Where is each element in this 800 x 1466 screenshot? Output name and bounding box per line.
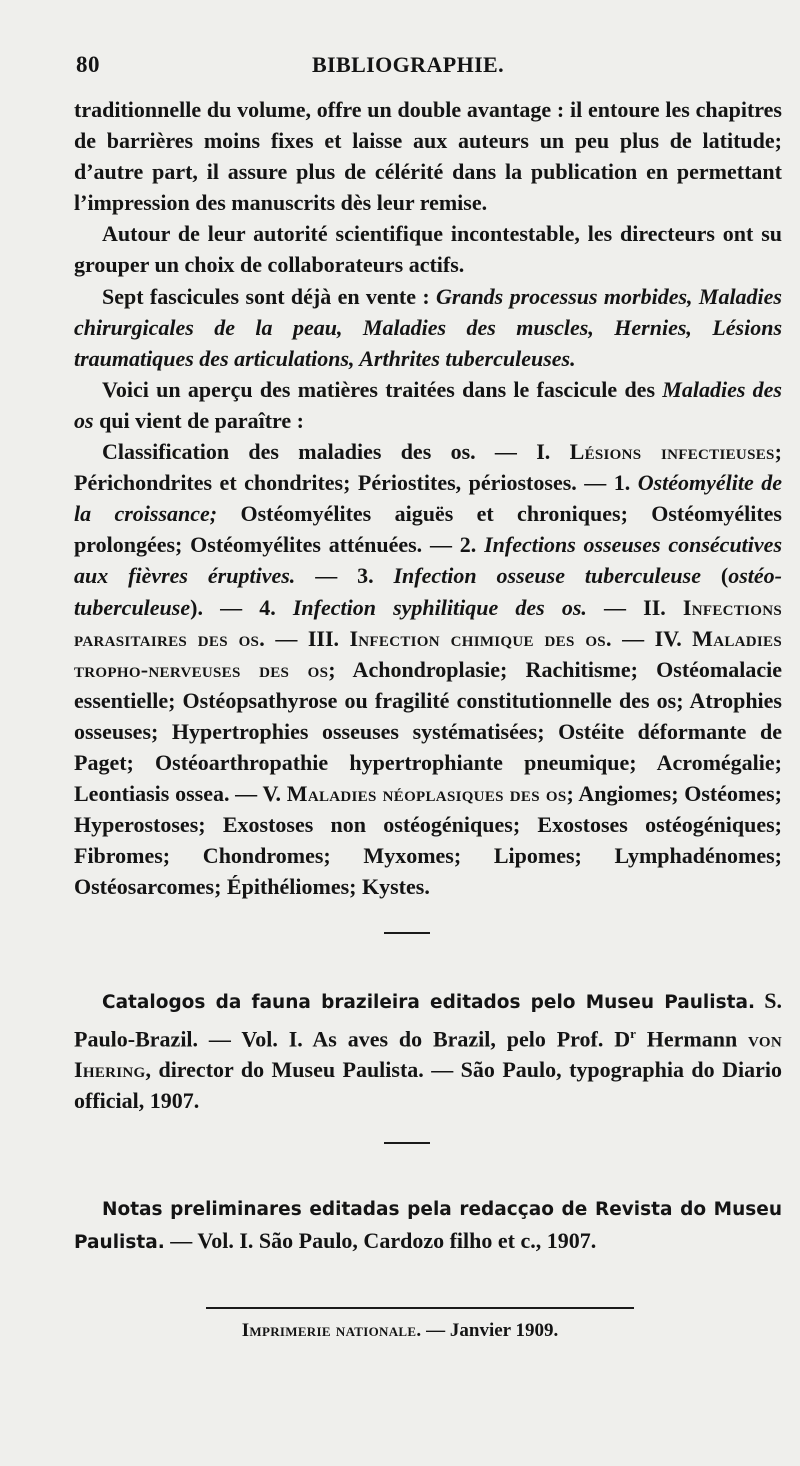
page-header — [76, 52, 770, 86]
entry-2-details: — Vol. I. São Paulo, Cardozo filho et c., 1907. — [164, 1228, 597, 1253]
bibliography-entry-1 — [74, 985, 782, 1116]
subsection-title: Ostéomyélite de la croissance; — [74, 470, 782, 527]
section-heading: Lésions infectieuses — [569, 439, 775, 465]
entry-1-author: von Ihering — [74, 1026, 782, 1083]
contents-part: ). — 4. — [190, 594, 293, 620]
section-divider — [384, 1142, 430, 1144]
paragraph-contents — [74, 436, 782, 902]
paragraph-4-tail: qui vient de paraître : — [93, 407, 304, 433]
paragraph-3 — [74, 281, 782, 374]
contents-part: — IV. — [611, 625, 693, 651]
subsection-title: Infection osseuse tuberculeuse — [393, 563, 701, 589]
contents-part: — III. — [265, 625, 350, 651]
bibliography-entry-2 — [74, 1192, 782, 1258]
paragraph-4-lead: Voici un aperçu des matières traitées dans le fascicule des — [102, 376, 663, 402]
entry-1-sup: r — [630, 1026, 636, 1041]
paragraph-1: traditionnelle du volume, offre un double avantage : il entoure les chapitres de barrières moins fixes et laisse aux auteurs un peu plus de latitude; d’autre part, il assure plus de célérité dans la publication en permettant l’impression des manuscrits dès leur remise. — [74, 97, 782, 216]
entry-2-title: Notas preliminares editadas pela redacçao de Revista do Museu Paulista. — [74, 1199, 782, 1253]
body-text — [74, 94, 782, 902]
page-number: 80 — [76, 52, 100, 77]
entry-2-text — [74, 1192, 782, 1258]
section-heading: Maladies tropho-nerveuses des os — [74, 625, 782, 682]
paragraph-3-lead: Sept fascicules sont déjà en vente : — [102, 283, 436, 309]
contents-part: ; Périchondrites et chondrites; Périostites, périostoses. — 1. — [74, 439, 782, 496]
entry-1-details: Hermann — [635, 1026, 749, 1052]
subsection-title: Infection syphilitique des os. — [292, 594, 587, 620]
fascicule-title: Maladies des os — [74, 376, 782, 433]
contents-part: — 3. — [295, 563, 394, 589]
running-title: BIBLIOGRAPHIE. — [311, 52, 505, 77]
entry-1-details: , director do Museu Paulista. — São Paulo, typographia do Diario official, 1907. — [74, 1057, 782, 1114]
fascicule-list: Grands processus morbides, Maladies chirurgicales de la peau, Maladies des muscles, Hernies, Lésions traumatiques des articulations, Arthrites tuberculeuses. — [74, 283, 782, 371]
entry-1-details: S. Paulo-Brazil. — Vol. I. As aves do Brazil, pelo Prof. D — [74, 988, 782, 1052]
contents-part: Ostéomyélites aiguës et chroniques; Ostéomyélites prolongées; Ostéomyélites atténuées. — 2. — [74, 501, 782, 558]
imprint-rule — [206, 1307, 634, 1309]
contents-part: — II. — [586, 594, 683, 620]
printer-name: Imprimerie nationale. — [241, 1320, 422, 1341]
contents-part: ; Achondroplasie; Rachitisme; Ostéomalacie essentielle; Ostéopsathyrose ou fragilité constitutionnelle des os; Atrophies osseuses; Hypertrophies osseuses systématisées; Ostéite déformante de Paget; Ostéoarthropathie hypertrophiante pneumique; Acromégalie; Leontiasis ossea. — V. — [74, 656, 782, 807]
section-heading: Infection chimique des os. — [349, 625, 612, 651]
paragraph-2: Autour de leur autorité scientifique incontestable, les directeurs ont su grouper un choix de collaborateurs actifs. — [74, 221, 782, 278]
entry-1-title: Catalogos da fauna brazileira editados pelo Museu Paulista. — [102, 992, 755, 1013]
subsection-title: ostéo-tuberculeuse — [74, 563, 782, 620]
section-heading: Maladies néoplasiques des os — [286, 781, 567, 807]
imprint — [0, 1320, 800, 1342]
contents-part: Classification des maladies des os. — I. — [102, 439, 570, 465]
subsection-title: Infections osseuses consécutives aux fièvres éruptives. — [74, 532, 783, 589]
section-heading: Infections parasitaires des os. — [74, 594, 783, 651]
paragraph-4 — [74, 374, 782, 436]
contents-part: ; Angiomes; Ostéomes; Hyperostoses; Exostoses non ostéogéniques; Exostoses ostéogéniques; Fibromes; Chondromes; Myxomes; Lipomes; Lymphadénomes; Ostéosarcomes; Épithéliomes; Kystes. — [74, 781, 783, 900]
section-divider — [384, 932, 430, 934]
entry-1-text — [74, 985, 782, 1116]
contents-part: ( — [701, 563, 729, 589]
print-date: — Janvier 1909. — [421, 1320, 559, 1341]
